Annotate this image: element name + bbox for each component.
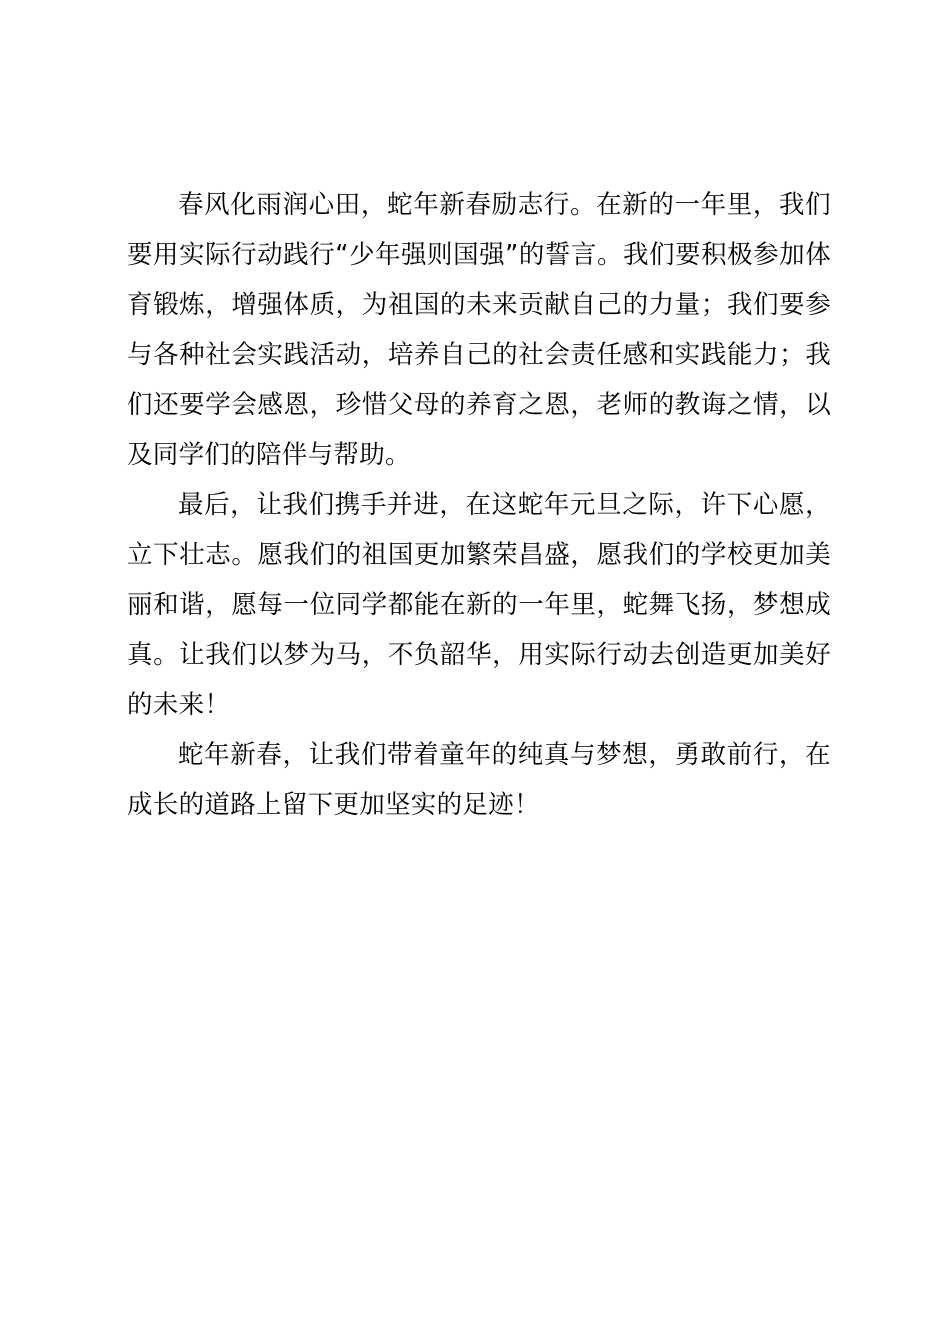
paragraph-3: 蛇年新春，让我们带着童年的纯真与梦想，勇敢前行，在成长的道路上留下更加坚实的足迹！ — [127, 740, 831, 820]
paragraph-1: 春风化雨润心田，蛇年新春励志行。在新的一年里，我们要用实际行动践行“少年强则国强”的誓言。我们要积极参加体育锻炼，增强体质，为祖国的未来贡献自己的力量；我们要参与各种社会实践活动，培养自己的社会责任感和实践能力；我们还要学会感恩，珍惜父母的养育之恩，老师的教诲之情，以及同学们的陪伴与帮助。 — [127, 190, 831, 470]
document-body — [127, 180, 831, 830]
paragraph-2: 最后，让我们携手并进，在这蛇年元旦之际，许下心愿，立下壮志。愿我们的祖国更加繁荣昌盛，愿我们的学校更加美丽和谐，愿每一位同学都能在新的一年里，蛇舞飞扬，梦想成真。让我们以梦为马，不负韶华，用实际行动去创造更加美好的未来！ — [127, 490, 831, 720]
